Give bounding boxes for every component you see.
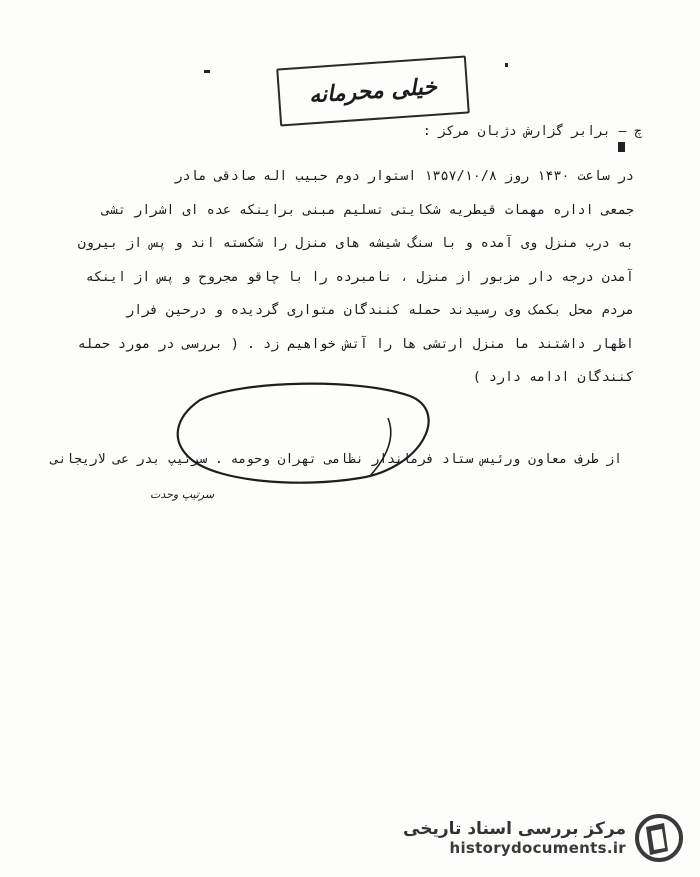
body-line: اظهار داشتند ما منزل ارتشی ها را آتش خواهیم زد . ( بررسی در مورد حمله bbox=[77, 336, 634, 352]
report-body bbox=[74, 160, 634, 395]
report-header: چ – برابر گزارش دژبان مرکز : bbox=[422, 124, 642, 139]
scan-speck bbox=[204, 70, 210, 73]
body-line: مردم محل بکمک وی رسیدند حمله کنندگان متواری گردیده و درحین فرار bbox=[126, 303, 634, 318]
body-line: در ساعت ۱۴۳۰ روز ۱۳۵۷/۱۰/۸ استوار دوم حبیب اله صادقی مادر bbox=[174, 169, 634, 184]
watermark-texts bbox=[403, 819, 626, 857]
confidential-stamp bbox=[276, 55, 470, 126]
watermark bbox=[403, 813, 684, 863]
archive-logo-icon bbox=[634, 813, 684, 863]
signature-line: از طرف معاون ورئیس ستاد فرماندار نظامی تهران وحومه . سرتیپ بدر عی لاریجانی bbox=[50, 452, 622, 467]
body-line: آمدن درجه دار مزبور از منزل ، نامبرده را با چاقو مجروح و پس از اینکه bbox=[85, 269, 634, 285]
scan-speck bbox=[505, 63, 508, 67]
body-line: کنندگان ادامه دارد ) bbox=[472, 370, 634, 385]
stamp-text: خیلی محرمانه bbox=[308, 73, 438, 109]
scan-speck bbox=[618, 142, 625, 152]
handwritten-signature bbox=[160, 378, 440, 488]
signature-note: سرتیپ وحدت bbox=[150, 488, 215, 501]
watermark-title: مرکز بررسی اسناد تاریخی bbox=[403, 819, 626, 839]
body-line: جمعی اداره مهمات قیطریه شکایتی تسلیم مبنی براینکه عده ای اشرار تشی bbox=[101, 202, 634, 218]
watermark-url: historydocuments.ir bbox=[449, 839, 626, 857]
body-line: به درب منزل وی آمده و با سنگ شیشه های منزل را شکسته اند و پس از بیرون bbox=[77, 236, 634, 251]
